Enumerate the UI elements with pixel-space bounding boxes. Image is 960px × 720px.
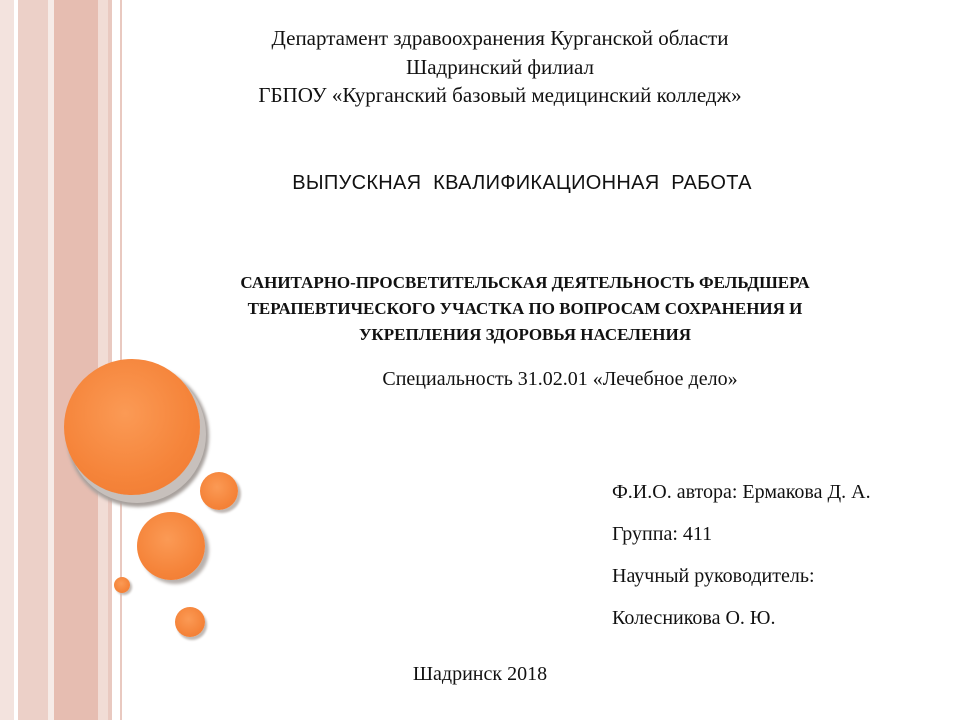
- supervisor-name: Колесникова О. Ю.: [612, 607, 776, 629]
- tiny-circle-decoration: [175, 607, 205, 637]
- branch-name: Шадринский филиал: [406, 54, 594, 79]
- thesis-topic: [160, 270, 890, 348]
- medium-circle-decoration: [137, 512, 205, 580]
- stripe: [0, 0, 14, 720]
- large-circle-decoration: [64, 359, 200, 495]
- topic-line: САНИТАРНО-ПРОСВЕТИТЕЛЬСКАЯ ДЕЯТЕЛЬНОСТЬ ФЕЛЬДШЕРА: [240, 273, 810, 292]
- topic-line: ТЕРАПЕВТИЧЕСКОГО УЧАСТКА ПО ВОПРОСАМ СОХРАНЕНИЯ И: [247, 299, 803, 318]
- author-info: [612, 482, 942, 650]
- department-name: Департамент здравоохранения Курганской области: [271, 26, 729, 50]
- supervisor-label: Научный руководитель:: [612, 565, 815, 587]
- stripe: [108, 0, 112, 720]
- dot-circle-decoration: [114, 577, 130, 593]
- work-type-title: ВЫПУСКНАЯ КВАЛИФИКАЦИОННАЯ РАБОТА: [292, 172, 752, 194]
- specialty-label: Специальность 31.02.01 «Лечебное дело»: [382, 368, 738, 390]
- group-number: Группа: 411: [612, 523, 713, 545]
- stripe: [18, 0, 48, 720]
- city-year: Шадринск 2018: [412, 663, 548, 685]
- organization-header: [200, 24, 800, 110]
- stripe: [54, 0, 98, 720]
- topic-line: УКРЕПЛЕНИЯ ЗДОРОВЬЯ НАСЕЛЕНИЯ: [358, 325, 692, 344]
- college-name: ГБПОУ «Курганский базовый медицинский колледж»: [258, 83, 742, 107]
- small-circle-decoration: [200, 472, 238, 510]
- stripe: [98, 0, 108, 720]
- author-name: Ф.И.О. автора: Ермакова Д. А.: [612, 481, 871, 503]
